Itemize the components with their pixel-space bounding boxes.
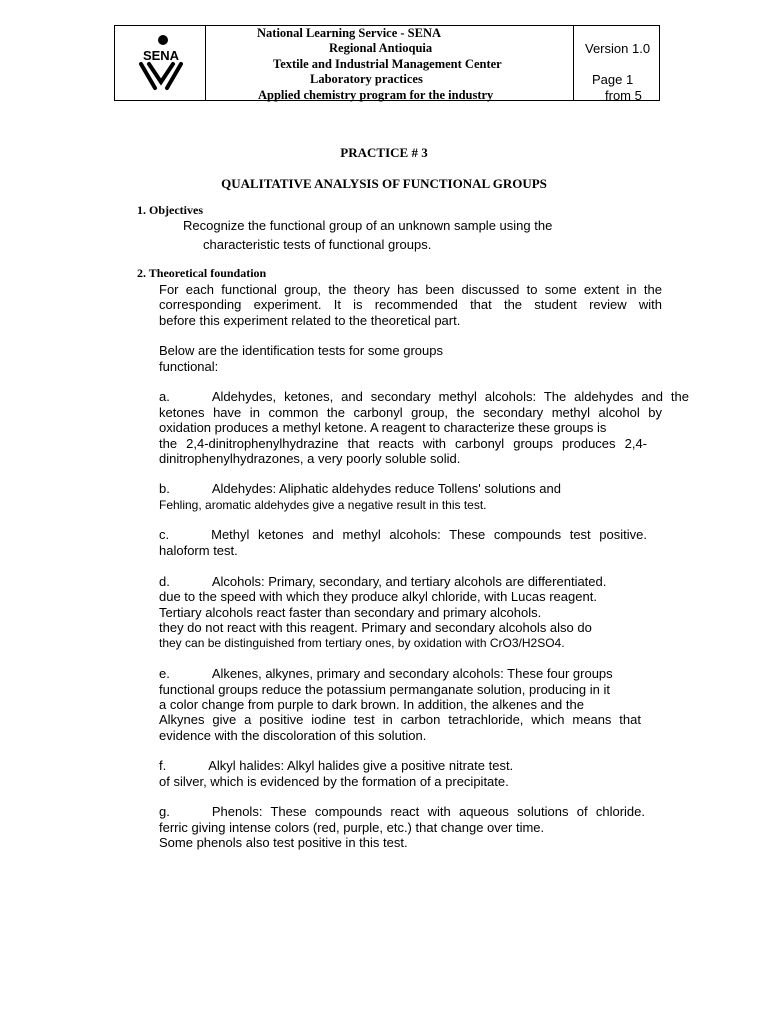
- test-item-c: [159, 527, 647, 543]
- item-letter: a.: [159, 389, 170, 404]
- objective-line: [183, 218, 552, 234]
- item-letter: f.: [159, 758, 167, 773]
- item-line: ketones have in common the carbonyl group, the secondary methyl alcohol by: [159, 405, 662, 420]
- item-line: oxidation produces a methyl ketone. A reagent to characterize these groups is: [159, 420, 607, 435]
- header-practices: Laboratory practices: [310, 72, 423, 86]
- header-org-name: National Learning Service - SENA: [257, 26, 442, 40]
- item-line: Fehling, aromatic aldehydes give a negative result in this test.: [159, 498, 487, 512]
- theory-intro-line: corresponding experiment. It is recommended that the student review with: [159, 297, 662, 312]
- item-line: ferric giving intense colors (red, purple, etc.) that change over time.: [159, 820, 545, 835]
- header-page-total: from 5: [605, 88, 642, 103]
- item-line: Some phenols also test positive in this test.: [159, 835, 408, 850]
- item-line: of silver, which is evidenced by the formation of a precipitate.: [159, 774, 509, 789]
- theory-heading: 2. Theoretical foundation: [137, 266, 267, 280]
- header-page: Page 1: [592, 72, 634, 87]
- item-letter: b.: [159, 481, 170, 496]
- item-text: Aldehydes: Aliphatic aldehydes reduce Tollens' solutions and: [211, 481, 561, 496]
- item-line: dinitrophenylhydrazones, a very poorly soluble solid.: [159, 451, 461, 466]
- sena-logo: [133, 34, 189, 92]
- logo-cell: [115, 26, 206, 100]
- logo-text: SENA: [142, 48, 180, 63]
- item-line: functional groups reduce the potassium permanganate solution, producing in it: [159, 682, 610, 697]
- item-letter: g.: [159, 804, 170, 819]
- theory-intro-line: before this experiment related to the theoretical part.: [159, 313, 461, 328]
- test-item-g: [159, 804, 645, 820]
- item-line: evidence with the discoloration of this solution.: [159, 728, 427, 743]
- objectives-heading: 1. Objectives: [137, 203, 203, 217]
- header-region: Regional Antioquia: [329, 41, 433, 55]
- item-line: Tertiary alcohols react faster than secondary and primary alcohols.: [159, 605, 542, 620]
- item-text: Alcohols: Primary, secondary, and tertiary alcohols are differentiated.: [211, 574, 607, 589]
- item-text: Phenols: These compounds react with aqueous solutions of chloride.: [211, 804, 645, 819]
- test-item-b: [159, 481, 561, 497]
- test-item-a: [159, 389, 689, 405]
- item-line: Alkynes give a positive iodine test in carbon tetrachloride, which means that: [159, 712, 641, 727]
- item-line: a color change from purple to dark brown. In addition, the alkenes and the: [159, 697, 584, 712]
- theory-intro-line: For each functional group, the theory has been discussed to some extent in the: [159, 282, 662, 297]
- item-line: due to the speed with which they produce alkyl chloride, with Lucas reagent.: [159, 589, 597, 604]
- test-item-e: [159, 666, 613, 682]
- item-text: Alkyl halides: Alkyl halides give a positive nitrate test.: [208, 758, 514, 773]
- item-line: haloform test.: [159, 543, 238, 558]
- header-version: Version 1.0: [585, 41, 651, 56]
- item-letter: d.: [159, 574, 170, 589]
- practice-number: PRACTICE # 3: [340, 145, 428, 160]
- theory-below-line: Below are the identification tests for some groups: [159, 343, 443, 358]
- item-text: Methyl ketones and methyl alcohols: These compounds test positive.: [211, 527, 647, 542]
- header-program: Applied chemistry program for the industry: [258, 88, 494, 102]
- theory-below-line: functional:: [159, 359, 219, 374]
- item-text: Alkenes, alkynes, primary and secondary alcohols: These four groups: [211, 666, 613, 681]
- test-item-d: [159, 574, 606, 590]
- objective-line: characteristic tests of functional groups.: [203, 237, 432, 252]
- item-line: they can be distinguished from tertiary ones, by oxidation with CrO3/H2SO4.: [159, 636, 565, 650]
- test-item-f: [159, 758, 513, 774]
- item-line: the 2,4-dinitrophenylhydrazine that reacts with carbonyl groups produces 2,4-: [159, 436, 647, 451]
- header-center: Textile and Industrial Management Center: [273, 57, 502, 71]
- practice-subject: QUALITATIVE ANALYSIS OF FUNCTIONAL GROUPS: [221, 176, 547, 191]
- item-text: Aldehydes, ketones, and secondary methyl alcohols: The aldehydes and the: [211, 389, 689, 404]
- item-letter: c.: [159, 527, 170, 542]
- item-line: they do not react with this reagent. Primary and secondary alcohols also do: [159, 620, 592, 635]
- item-letter: e.: [159, 666, 170, 681]
- objective-text: Recognize the functional group of an unknown sample using the: [183, 218, 553, 233]
